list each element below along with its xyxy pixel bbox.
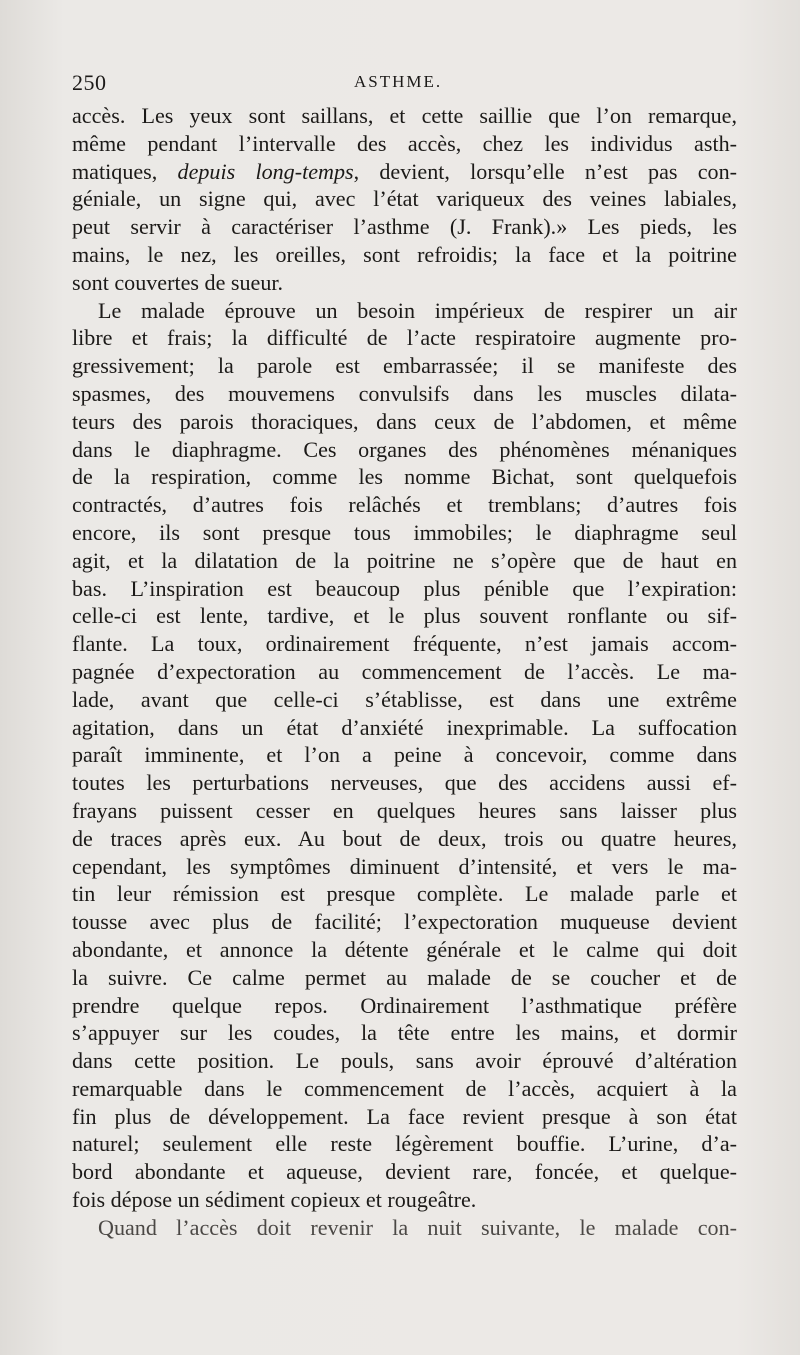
text-line-18: bas. L’inspiration est beaucoup plus pénible que l’expiration: <box>72 575 737 601</box>
text-line-30: tousse avec plus de facilité; l’expectoration muqueuse devient <box>72 909 737 935</box>
text-line-20: flante. La toux, ordinairement fréquente, n’est jamais accom- <box>72 631 737 657</box>
text-line-1: accès. Les yeux sont saillans, et cette saillie que l’on remarque, <box>72 103 737 128</box>
text-line-11: spasmes, des mouvemens convulsifs dans les muscles dilata- <box>72 380 737 406</box>
text-line-41: Quand l’accès doit revenir la nuit suivante, le malade con- <box>98 1214 737 1240</box>
text-line-31: abondante, et annonce la détente générale et le calme qui doit <box>72 936 737 962</box>
text-line-25: toutes les perturbations nerveuses, que des accidens aussi ef- <box>72 770 737 796</box>
running-head: ASTHME. <box>354 72 443 91</box>
text-line-19: celle-ci est lente, tardive, et le plus souvent ronflante ou sif- <box>72 603 737 629</box>
text-line-3 <box>72 158 737 186</box>
text-line-38: naturel; seulement elle reste légèrement bouffie. L’urine, d’a- <box>72 1131 737 1157</box>
text-line-34: s’appuyer sur les coudes, la tête entre les mains, et dormir <box>72 1020 737 1046</box>
text-line-8: Le malade éprouve un besoin impérieux de respirer un air <box>98 297 737 323</box>
text-line-28: cependant, les symptômes diminuent d’intensité, et vers le ma- <box>72 853 737 879</box>
text-line-27: de traces après eux. Au bout de deux, trois ou quatre heures, <box>72 825 737 851</box>
text-line-5: peut servir à caractériser l’asthme (J. Frank).» Les pieds, les <box>72 214 737 240</box>
text-line-40: fois dépose un sédiment copieux et rougeâtre. <box>72 1187 477 1213</box>
text-line-13: dans le diaphragme. Ces organes des phénomènes ménaniques <box>72 436 737 462</box>
text-line-3-start: matiques, <box>72 158 178 184</box>
text-line-4: géniale, un signe qui, avec l’état variqueux des veines labiales, <box>72 186 737 212</box>
text-line-17: agit, et la dilatation de la poitrine ne s’opère que de haut en <box>72 547 737 573</box>
page-header <box>72 70 728 100</box>
text-line-37: fin plus de développement. La face revient presque à son état <box>72 1103 737 1129</box>
text-line-26: frayans puissent cesser en quelques heures sans laisser plus <box>72 797 737 823</box>
text-line-10: gressivement; la parole est embarrassée; il se manifeste des <box>72 353 737 379</box>
text-line-39: bord abondante et aqueuse, devient rare, foncée, et quelque- <box>72 1159 737 1185</box>
text-line-12: teurs des parois thoraciques, dans ceux de l’abdomen, et même <box>72 408 737 434</box>
text-line-33: prendre quelque repos. Ordinairement l’asthmatique préfère <box>72 992 737 1018</box>
italic-phrase: depuis long-temps <box>177 158 354 184</box>
text-line-21: pagnée d’expectoration au commencement de l’accès. Le ma- <box>72 658 737 684</box>
text-line-16: encore, ils sont presque tous immobiles; le diaphragme seul <box>72 519 737 545</box>
body-text <box>72 102 737 1242</box>
text-line-23: agitation, dans un état d’anxiété inexprimable. La suffocation <box>72 714 737 740</box>
text-line-3-end: , devient, lorsqu’elle n’est pas con- <box>353 158 737 184</box>
text-line-7: sont couvertes de sueur. <box>72 269 284 295</box>
text-line-6: mains, le nez, les oreilles, sont refroidis; la face et la poitrine <box>72 241 737 267</box>
text-line-14: de la respiration, comme les nomme Bichat, sont quelquefois <box>72 464 737 490</box>
text-line-9: libre et frais; la difficulté de l’acte respiratoire augmente pro- <box>72 325 737 351</box>
text-line-32: la suivre. Ce calme permet au malade de se coucher et de <box>72 964 737 990</box>
text-line-35: dans cette position. Le pouls, sans avoir éprouvé d’altération <box>72 1048 737 1074</box>
page-number: 250 <box>72 70 107 95</box>
text-line-36: remarquable dans le commencement de l’accès, acquiert à la <box>72 1075 737 1101</box>
text-line-29: tin leur rémission est presque complète. Le malade parle et <box>72 881 737 907</box>
text-line-2: même pendant l’intervalle des accès, chez les individus asth- <box>72 130 737 156</box>
text-line-22: lade, avant que celle-ci s’établisse, est dans une extrême <box>72 686 737 712</box>
text-line-24: paraît imminente, et l’on a peine à concevoir, comme dans <box>72 742 737 768</box>
text-line-15: contractés, d’autres fois relâchés et tremblans; d’autres fois <box>72 492 737 518</box>
